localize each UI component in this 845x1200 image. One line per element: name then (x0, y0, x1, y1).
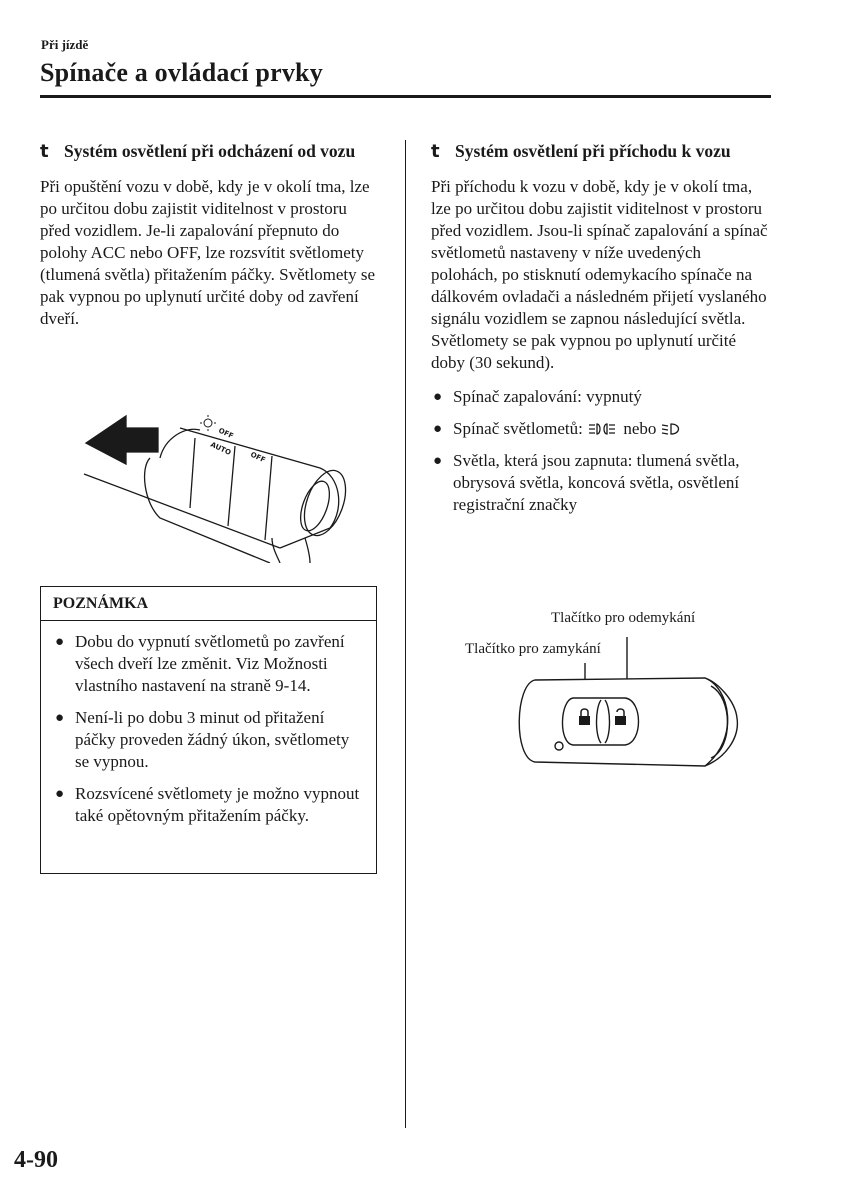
pull-arrow-icon (86, 416, 158, 464)
key-fob-figure (455, 608, 755, 783)
right-heading-text: Systém osvětlení při příchodu k vozu (455, 141, 731, 161)
lock-button-label: Tlačítko pro zamykání (465, 641, 601, 657)
stalk-label-off-1: OFF (217, 426, 235, 441)
stalk-label-off-2: OFF (249, 450, 267, 465)
note-item-text: Dobu do vypnutí světlometů po zavření všech dveří lze změnit. Viz Možnosti vlastního nastavení na straně 9-14. (75, 632, 345, 695)
key-fob-body (519, 678, 737, 766)
bullet-dot-icon: ● (55, 710, 65, 726)
section-bullet-icon: t (40, 141, 49, 162)
note-item (53, 707, 366, 773)
list-item (431, 418, 771, 440)
left-body-text: Při opuštění vozu v době, kdy je v okolí tma, lze po určitou dobu zajistit viditelnost v prostoru před vozidlem. Je-li zapalování přepnuto do polohy ACC nebo OFF, lze rozsvítit světlomety (tlumená světla) přitažením páčky. Světlomety se pak vypnou po uplynutí určité doby od zavření dveří. (40, 177, 376, 328)
left-column (40, 140, 380, 330)
list-item-text: Spínač zapalování: vypnutý (453, 387, 642, 406)
note-item-text: Není-li po dobu 3 minut od přitažení páčky proveden žádný úkon, světlomety se vypnou. (75, 708, 350, 771)
bullet-dot-icon: ● (55, 634, 65, 650)
bullet-dot-icon: ● (55, 786, 65, 802)
page-title: Spínače a ovládací prvky (40, 58, 323, 87)
left-heading-text: Systém osvětlení při odcházení od vozu (64, 141, 356, 161)
list-item (431, 386, 771, 408)
list-item-text: Světla, která jsou zapnuta: tlumená světla, obrysová světla, koncová světla, osvětlení registrační značky (453, 451, 740, 514)
column-divider (405, 140, 406, 1128)
auto-light-icon (587, 422, 619, 436)
list-item-text: Spínač světlometů: (453, 419, 583, 438)
section-bullet-icon: t (431, 141, 440, 162)
note-list (41, 621, 376, 827)
note-item-text: Rozsvícené světlomety je možno vypnout také opětovným přitažením páčky. (75, 784, 360, 825)
stalk-label-auto: AUTO (209, 440, 233, 457)
sun-icon (200, 415, 216, 431)
right-body-text: Při příchodu k vozu v době, kdy je v okolí tma, lze po určitou dobu zajistit viditelnost v prostoru před vozidlem. Jsou-li spínač zapalování a spínač světlometů nastaveny v níže uvedených polohách, po stisknutí odemykacího spínače na dálkovém ovladači a následném přijetí vyslaného signálu vozidlem se zapnou následující světla. Světlomety se pak vypnou po uplynutí určité doby (30 sekund). (431, 177, 768, 372)
note-item (53, 783, 366, 827)
bullet-dot-icon: ● (433, 421, 443, 437)
bullet-dot-icon: ● (433, 389, 443, 405)
breadcrumb: Při jízdě (41, 37, 89, 52)
title-rule (40, 95, 771, 98)
note-item (53, 631, 366, 697)
right-section-heading (431, 140, 771, 163)
list-item (431, 450, 771, 516)
list-item-text: nebo (623, 419, 657, 438)
headlight-stalk-figure (40, 398, 380, 563)
bullet-dot-icon: ● (433, 453, 443, 469)
page-number: 4-90 (14, 1147, 58, 1173)
right-column (431, 140, 771, 526)
note-box (40, 586, 377, 874)
note-title: POZNÁMKA (41, 587, 376, 621)
left-section-heading (40, 140, 380, 163)
low-beam-icon (661, 422, 683, 436)
right-bullet-list (431, 386, 771, 516)
unlock-button-label: Tlačítko pro odemykání (551, 610, 696, 626)
